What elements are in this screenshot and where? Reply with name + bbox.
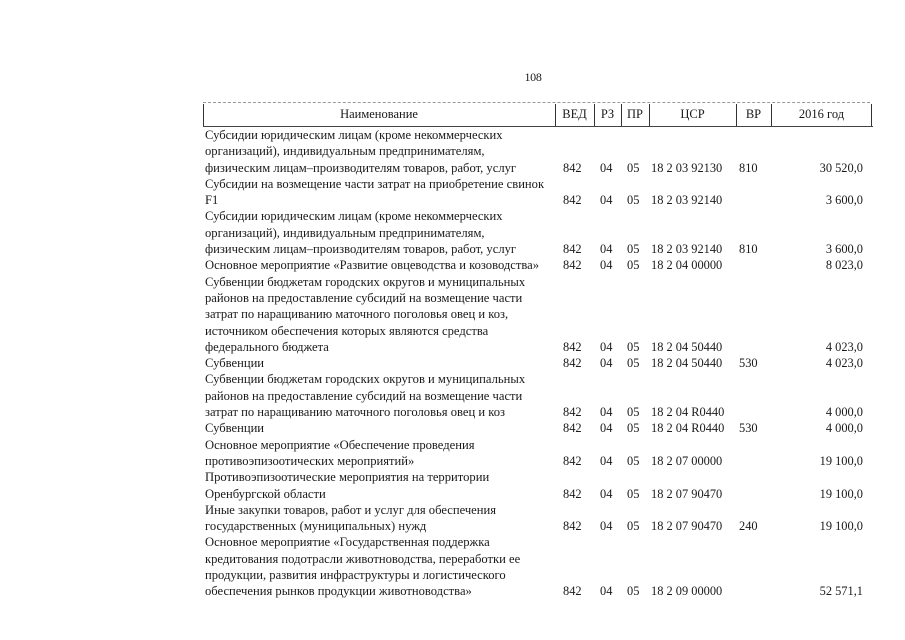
vr-code: 530 [739,356,758,371]
header-csr-label: ЦСР [680,107,705,121]
row-name-line: противоэпизоотических мероприятий» [205,453,415,468]
vr-code: 810 [739,242,758,257]
row-name-line: районов на предоставление субсидий на возмещение части [205,388,523,403]
row-name-line: государственных (муниципальных) нужд [205,519,427,534]
table-row [203,176,873,209]
csr-code: 18 2 04 50440 [651,356,723,371]
row-codes [203,160,873,176]
amount-2016: 8 023,0 [825,258,863,273]
ved-code: 842 [563,519,582,534]
table-row [203,534,873,599]
row-codes [203,257,873,273]
amount-2016: 4 023,0 [825,339,863,354]
table-row [203,257,873,273]
csr-code: 18 2 09 00000 [651,584,723,599]
row-codes [203,518,873,534]
row-name-line: Противоэпизоотические мероприятия на территории [205,470,490,485]
table-row [203,469,873,502]
rz-code: 04 [600,193,613,208]
amount-2016: 4 000,0 [825,405,863,420]
row-name-line: затрат по наращиванию маточного поголовья овец и коз [205,405,505,420]
rz-code: 04 [600,453,613,468]
csr-code: 18 2 07 00000 [651,453,723,468]
amount-2016: 30 520,0 [819,160,863,175]
ved-code: 842 [563,486,582,501]
header-year-label: 2016 год [798,107,845,121]
amount-2016: 19 100,0 [819,453,863,468]
pr-code: 05 [627,421,640,436]
row-name-line: организаций), индивидуальным предпринимателям, [205,225,485,240]
ved-code: 842 [563,453,582,468]
pr-code: 05 [627,356,640,371]
header-top-rule [203,102,870,103]
amount-2016: 3 600,0 [825,193,863,208]
pr-code: 05 [627,453,640,468]
row-name-line: F1 [205,193,219,208]
amount-2016: 4 000,0 [825,421,863,436]
table-row [203,274,873,355]
row-name-line: Иные закупки товаров, работ и услуг для обеспечения [205,502,497,517]
amount-2016: 19 100,0 [819,486,863,501]
pr-code: 05 [627,584,640,599]
vr-code: 530 [739,421,758,436]
row-name-line: Субсидии на возмещение части затрат на приобретение свинок [205,176,545,191]
row-name-line: Субсидии юридическим лицам (кроме некоммерческих [205,209,503,224]
rz-code: 04 [600,421,613,436]
header-rz [594,104,620,126]
row-codes [203,583,873,599]
row-name-line: районов на предоставление субсидий на возмещение части [205,290,523,305]
pr-code: 05 [627,486,640,501]
row-name-line: Основное мероприятие «Развитие овцеводства и козоводства» [205,258,540,273]
ved-code: 842 [563,356,582,371]
table-row [203,420,873,436]
row-name-line: Основное мероприятие «Обеспечение проведения [205,437,475,452]
pr-code: 05 [627,242,640,257]
pr-code: 05 [627,193,640,208]
row-name-line: Субвенции [205,421,265,436]
page-number: 108 [524,70,542,84]
row-name-line: продукции, развития инфраструктуры и логистического [205,568,506,583]
row-name-line: Субсидии юридическим лицам (кроме некоммерческих [205,128,503,142]
table-row [203,127,873,176]
pr-code: 05 [627,160,640,175]
header-ved-label: ВЕД [562,107,587,121]
table-header [203,102,873,127]
header-ved [555,104,593,126]
header-year [771,104,872,126]
amount-2016: 3 600,0 [825,242,863,257]
row-name-line: Субвенции [205,356,265,371]
row-name-line: Основное мероприятие «Государственная поддержка [205,535,490,550]
rz-code: 04 [600,242,613,257]
row-name-line: физическим лицам–производителям товаров, работ, услуг [205,242,517,257]
vr-code: 240 [739,519,758,534]
row-name-line: затрат по наращиванию маточного поголовья овец и коз, [205,307,509,322]
rz-code: 04 [600,339,613,354]
csr-code: 18 2 03 92130 [651,160,723,175]
table-body [203,127,873,600]
row-name-line: источником обеспечения которых являются средства [205,323,489,338]
ved-code: 842 [563,339,582,354]
table-row [203,371,873,420]
table-row [203,502,873,535]
ved-code: 842 [563,421,582,436]
header-name-label: Наименование [340,107,418,121]
header-csr [649,104,735,126]
rz-code: 04 [600,486,613,501]
table-row [203,208,873,257]
header-name [203,104,554,126]
header-rz-label: РЗ [600,107,615,121]
row-codes [203,486,873,502]
ved-code: 842 [563,242,582,257]
row-name-line: физическим лицам–производителям товаров, работ, услуг [205,160,517,175]
table-row [203,437,873,470]
pr-code: 05 [627,519,640,534]
csr-code: 18 2 04 R0440 [651,405,725,420]
row-codes [203,339,873,355]
rz-code: 04 [600,584,613,599]
rz-code: 04 [600,405,613,420]
row-codes [203,404,873,420]
csr-code: 18 2 03 92140 [651,193,723,208]
pr-code: 05 [627,258,640,273]
rz-code: 04 [600,160,613,175]
header-pr-label: ПР [627,107,643,121]
csr-code: 18 2 03 92140 [651,242,723,257]
ved-code: 842 [563,405,582,420]
ved-code: 842 [563,160,582,175]
ved-code: 842 [563,193,582,208]
header-vr [736,104,770,126]
ved-code: 842 [563,584,582,599]
row-name-line: Оренбургской области [205,486,326,501]
row-name-line: федерального бюджета [205,339,329,354]
budget-table [203,102,873,600]
vr-code: 810 [739,160,758,175]
csr-code: 18 2 04 R0440 [651,421,725,436]
row-name-line: кредитования подотрасли животноводства, переработки ее [205,551,521,566]
pr-code: 05 [627,405,640,420]
row-codes [203,192,873,208]
row-name-line: Субвенции бюджетам городских округов и муниципальных [205,372,526,387]
csr-code: 18 2 04 00000 [651,258,723,273]
row-codes [203,241,873,257]
row-name-line: организаций), индивидуальным предпринимателям, [205,144,485,159]
csr-code: 18 2 07 90470 [651,486,723,501]
row-name-line: обеспечения рынков продукции животноводства» [205,584,472,599]
rz-code: 04 [600,356,613,371]
row-codes [203,355,873,371]
amount-2016: 19 100,0 [819,519,863,534]
table-row [203,355,873,371]
row-name-line: Субвенции бюджетам городских округов и муниципальных [205,274,526,289]
row-codes [203,420,873,436]
amount-2016: 4 023,0 [825,356,863,371]
pr-code: 05 [627,339,640,354]
header-vr-label: ВР [745,107,762,121]
rz-code: 04 [600,258,613,273]
header-pr [621,104,648,126]
row-codes [203,453,873,469]
amount-2016: 52 571,1 [819,584,863,599]
ved-code: 842 [563,258,582,273]
rz-code: 04 [600,519,613,534]
csr-code: 18 2 07 90470 [651,519,723,534]
csr-code: 18 2 04 50440 [651,339,723,354]
